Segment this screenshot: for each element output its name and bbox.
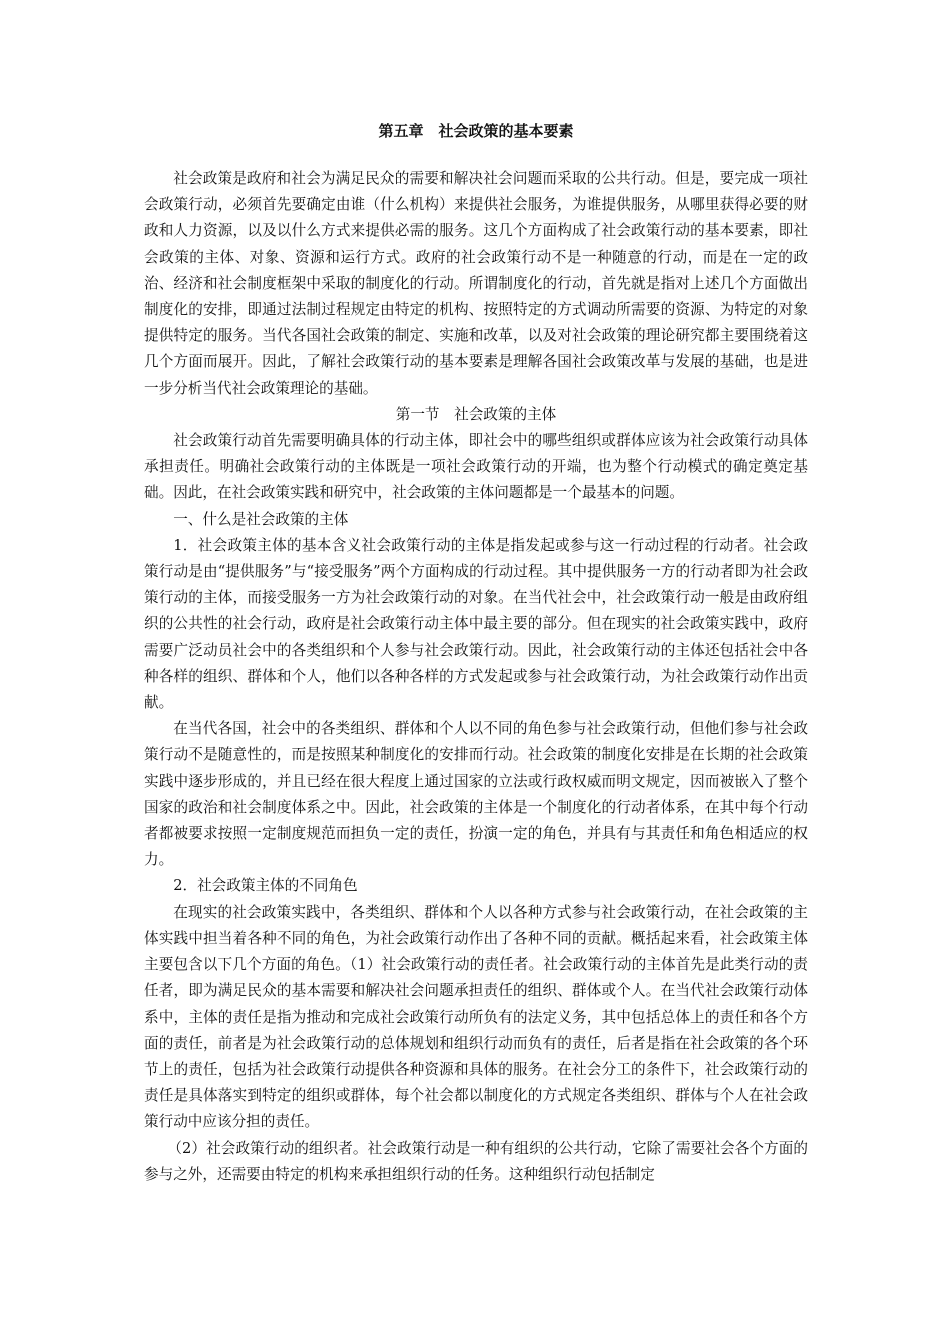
subheading-what-is-subject: 一、什么是社会政策的主体	[173, 510, 349, 528]
point-2-heading: 2．社会政策主体的不同角色	[173, 877, 358, 895]
section-title: 第一节 社会政策的主体	[395, 405, 557, 423]
point-2-paragraph-2: （2）社会政策行动的组织者。社会政策行动是一种有组织的公共行动，它除了需要社会各个方面的参与之外，还需要由特定的机构来承担组织行动的任务。这种组织行动包括制定	[144, 1139, 808, 1183]
section-paragraph: 社会政策行动首先需要明确具体的行动主体，即社会中的哪些组织或群体应该为社会政策行动具体承担责任。明确社会政策行动的主体既是一项社会政策行动的开端，也为整个行动模式的确定奠定基础。因此，在社会政策实践和研究中，社会政策的主体问题都是一个最基本的问题。	[144, 432, 808, 502]
point-1-paragraph: 1．社会政策主体的基本含义社会政策行动的主体是指发起或参与这一行动过程的行动者。社会政策行动是由“提供服务”与“接受服务”两个方面构成的行动过程。其中提供服务一方的行动者即为社会政策行动的主体，而接受服务一方为社会政策行动的对象。在当代社会中，社会政策行动一般是由政府组织的公共性的社会行动，政府是社会政策行动主体中最主要的部分。但在现实的社会政策实践中，政府需要广泛动员社会中的各类组织和个人参与社会政策行动。因此，社会政策行动的主体还包括社会中各种各样的组织、群体和个人，他们以各种各样的方式发起或参与社会政策行动，为社会政策行动作出贡献。	[144, 536, 808, 712]
document-page	[144, 118, 808, 1188]
point-2-paragraph: 在现实的社会政策实践中，各类组织、群体和个人以各种方式参与社会政策行动，在社会政策的主体实践中担当着各种不同的角色，为社会政策行动作出了各种不同的贡献。概括起来看，社会政策主体主要包含以下几个方面的角色。（1）社会政策行动的责任者。社会政策行动的主体首先是此类行动的责任者，即为满足民众的基本需要和解决社会问题承担责任的组织、群体或个人。在当代社会政策行动体系中，主体的责任是指为推动和完成社会政策行动所负有的法定义务，其中包括总体上的责任和各个方面的责任，前者是为社会政策行动的总体规划和组织行动而负有的责任，后者是指在社会政策的各个环节上的责任，包括为社会政策行动提供各种资源和具体的服务。在社会分工的条件下，社会政策行动的责任是具体落实到特定的组织或群体，每个社会都以制度化的方式规定各类组织、群体与个人在社会政策行动中应该分担的责任。	[144, 903, 808, 1131]
intro-paragraph: 社会政策是政府和社会为满足民众的需要和解决社会问题而采取的公共行动。但是，要完成一项社会政策行动，必须首先要确定由谁（什么机构）来提供社会服务，为谁提供服务，从哪里获得必要的财政和人力资源，以及以什么方式来提供必需的服务。这几个方面构成了社会政策行动的基本要素，即社会政策的主体、对象、资源和运行方式。政府的社会政策行动不是一种随意的行动，而是在一定的政治、经济和社会制度框架中采取的制度化的行动。所谓制度化的行动，首先就是指对上述几个方面做出制度化的安排，即通过法制过程规定由特定的机构、按照特定的方式调动所需要的资源、为特定的对象提供特定的服务。当代各国社会政策的制定、实施和改革，以及对社会政策的理论研究都主要围绕着这几个方面而展开。因此，了解社会政策行动的基本要素是理解各国社会政策改革与发展的基础，也是进一步分析当代社会政策理论的基础。	[144, 170, 808, 397]
point-1-paragraph-2: 在当代各国，社会中的各类组织、群体和个人以不同的角色参与社会政策行动，但他们参与社会政策行动不是随意性的，而是按照某种制度化的安排而行动。社会政策的制度化安排是在长期的社会政策实践中逐步形成的，并且已经在很大程度上通过国家的立法或行政权威而明文规定，因而被嵌入了整个国家的政治和社会制度体系之中。因此，社会政策的主体是一个制度化的行动者体系，在其中每个行动者都被要求按照一定制度规范而担负一定的责任，扮演一定的角色，并具有与其责任和角色相适应的权力。	[144, 720, 808, 869]
chapter-title: 第五章 社会政策的基本要素	[378, 122, 574, 140]
